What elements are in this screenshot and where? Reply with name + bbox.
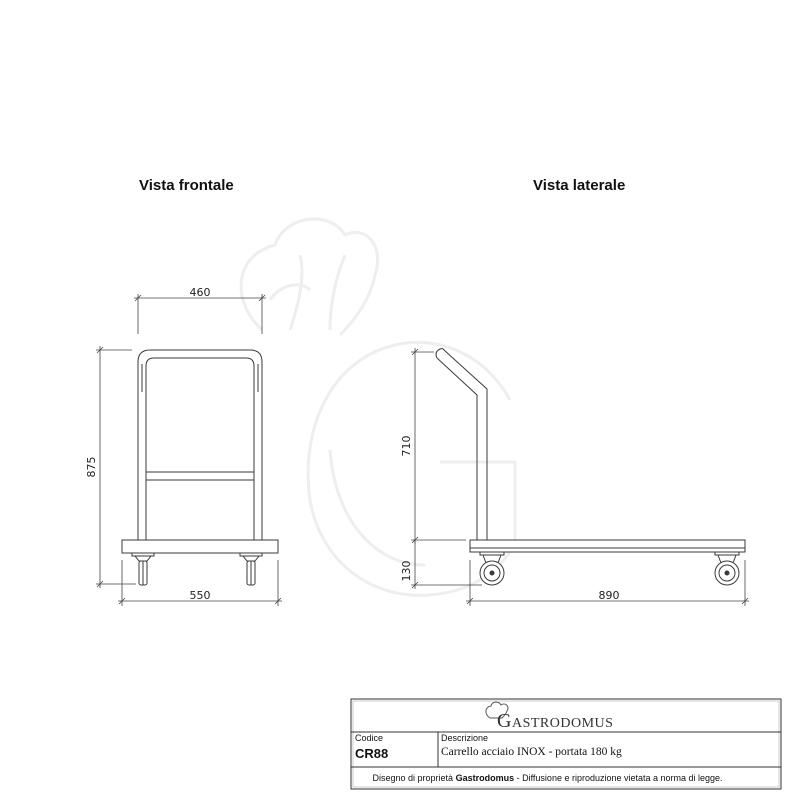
dim-label-890: 890 <box>598 589 620 602</box>
front-platform <box>122 540 278 553</box>
dim-label-550: 550 <box>189 589 211 602</box>
front-handle-outer <box>138 350 262 540</box>
side-wheel-left <box>480 552 504 585</box>
product-description: Carrello acciaio INOX - portata 180 kg <box>441 746 622 758</box>
copyright-brand: Gastrodomus <box>455 773 515 783</box>
watermark-logo <box>241 219 515 595</box>
side-view-title: Vista laterale <box>533 177 626 194</box>
dim-label-710: 710 <box>400 435 413 457</box>
dimension-890 <box>466 560 749 606</box>
front-view-title: Vista frontale <box>139 177 234 194</box>
side-platform <box>470 540 745 552</box>
side-handle-cap <box>436 349 444 358</box>
dim-label-460: 460 <box>189 286 211 299</box>
front-caster-right <box>240 553 262 585</box>
dimension-710 <box>400 348 466 544</box>
dim-label-875: 875 <box>85 456 98 478</box>
code-label: Codice <box>355 733 384 743</box>
side-wheel-right <box>715 552 739 585</box>
front-view <box>85 286 282 606</box>
copyright-prefix: Disegno di proprietà <box>372 773 456 783</box>
product-code: CR88 <box>355 746 389 761</box>
front-handle-inner <box>146 358 254 540</box>
copyright-suffix: - Diffusione e riproduzione vietata a norma di legge. <box>514 773 723 783</box>
front-caster-left <box>132 553 154 585</box>
copyright-notice <box>355 773 735 783</box>
side-handle-inner <box>444 350 487 540</box>
logo-rest: ASTRODOMUS <box>511 716 614 731</box>
front-crossbar <box>146 472 254 480</box>
side-view <box>400 348 749 606</box>
side-handle-outer <box>437 358 477 540</box>
title-block <box>351 699 781 789</box>
dim-label-130: 130 <box>400 560 413 582</box>
logo-initial: G <box>497 710 512 732</box>
description-label: Descrizione <box>441 733 489 743</box>
